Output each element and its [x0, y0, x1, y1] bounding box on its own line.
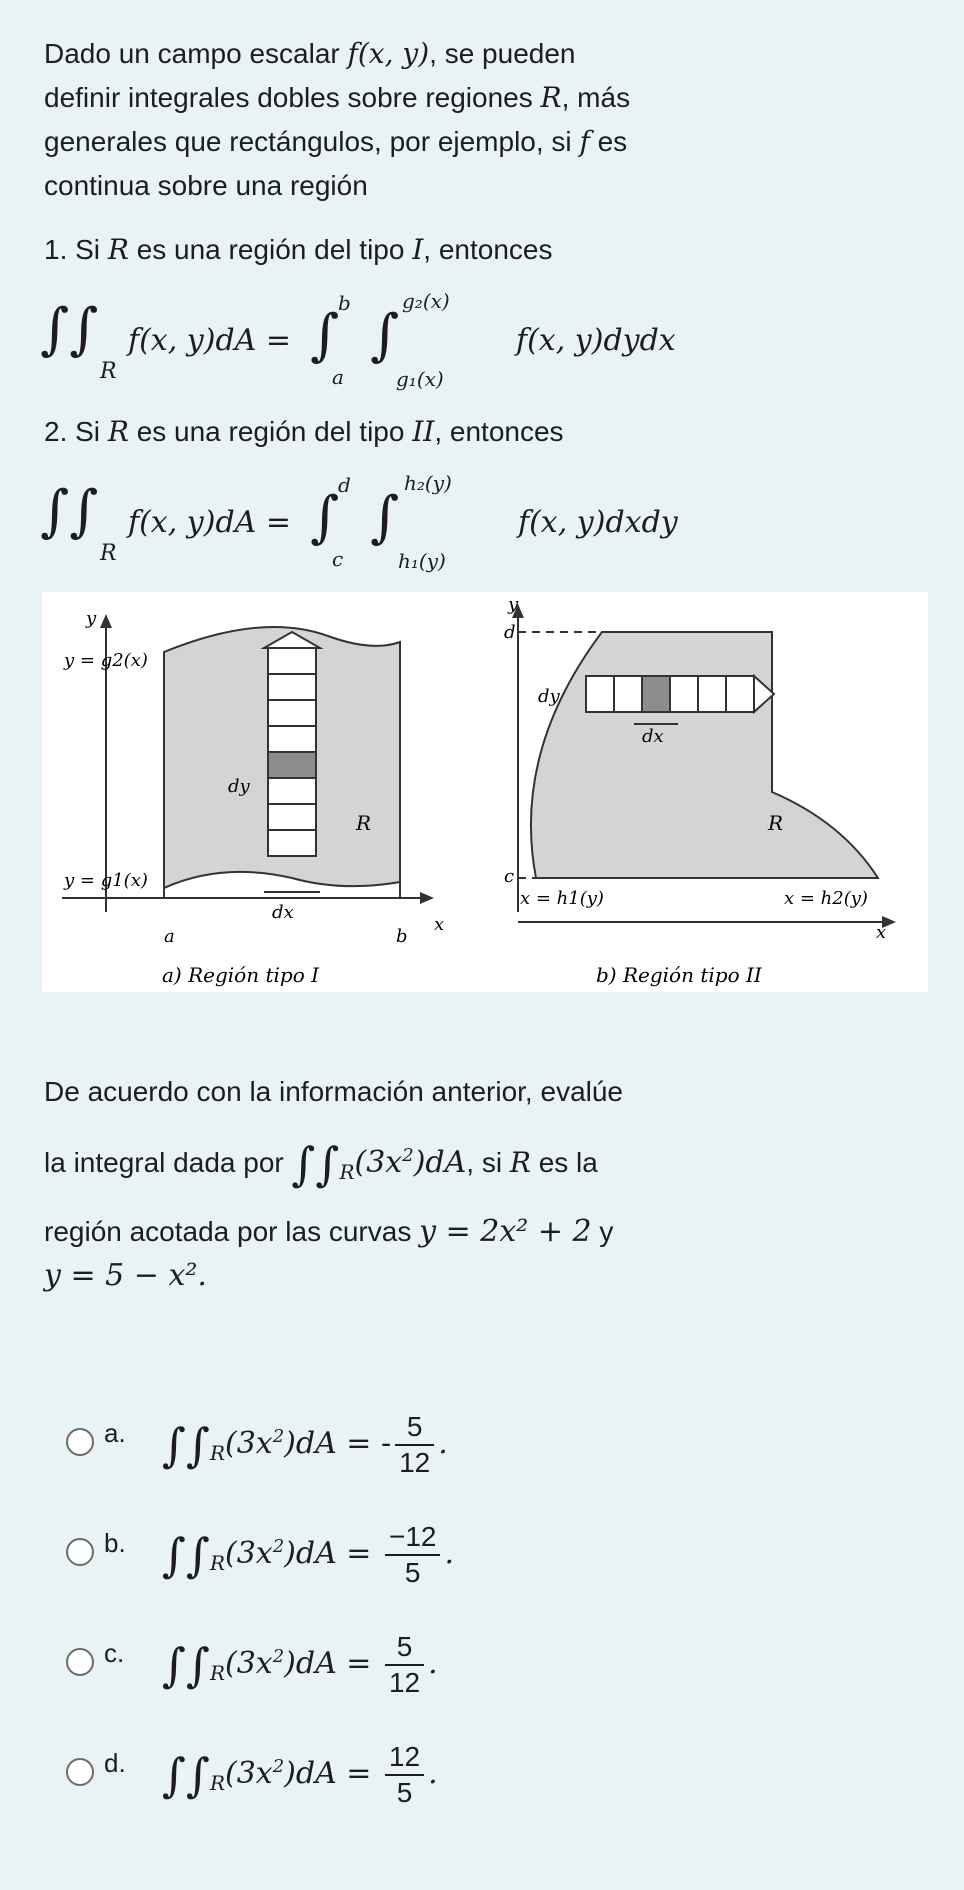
svg-text:g₂(x): g₂(x) — [402, 289, 450, 313]
case2-formula — [40, 462, 760, 590]
right-h2-label: x = h2(y) — [784, 888, 868, 909]
left-dx-label: dx — [272, 902, 294, 923]
option-c[interactable] — [66, 1631, 766, 1728]
svg-text:a: a — [332, 365, 344, 389]
left-a-label: a — [164, 926, 175, 947]
question-line-3: región acotada por las curvas y = 2x² + 2 y — [44, 1214, 614, 1249]
region-type-1-diagram — [62, 608, 444, 987]
option-d-letter: d. — [104, 1748, 126, 1778]
svg-text:f(x, y)dA =: f(x, y)dA = — [128, 505, 291, 540]
option-c-letter: c. — [104, 1638, 125, 1668]
intro-line-2: definir integrales dobles sobre regiones R, más — [44, 81, 631, 114]
question-line-2: la integral dada por $\int\int_R(3x^2)dA$, si R es la — [44, 1137, 598, 1191]
left-R-label: R — [356, 811, 372, 835]
region-figure-svg — [42, 592, 928, 992]
intro-line-3: generales que rectángulos, por ejemplo, si f es — [44, 125, 628, 158]
svg-text:∫∫: ∫∫ — [40, 479, 99, 544]
svg-text:R: R — [100, 359, 117, 384]
svg-text:∫: ∫ — [370, 485, 400, 550]
option-a-letter: a. — [104, 1418, 126, 1448]
option-a-radio[interactable] — [66, 1428, 94, 1456]
svg-text:∫: ∫ — [310, 303, 340, 368]
case1-formula-svg — [40, 280, 760, 400]
svg-text:∫∫: ∫∫ — [40, 297, 99, 362]
option-a[interactable] — [66, 1411, 766, 1508]
right-caption: b) Región tipo II — [596, 963, 762, 987]
case2-formula-svg — [40, 462, 760, 582]
region-type-2-diagram — [504, 594, 896, 987]
right-y-label: y — [508, 594, 519, 615]
option-d-expression: $\int\int_R(3x^2)dA$ = $\frac{12}{5}$ . — [162, 1741, 438, 1808]
case1-formula — [40, 280, 760, 408]
left-g2-label: y = g2(x) — [64, 650, 148, 671]
option-d[interactable] — [66, 1741, 766, 1838]
svg-text:h₁(y): h₁(y) — [398, 549, 446, 573]
svg-text:∫: ∫ — [370, 303, 400, 368]
option-c-radio[interactable] — [66, 1648, 94, 1676]
svg-text:b: b — [338, 291, 351, 315]
svg-text:R: R — [100, 541, 117, 566]
right-c-label: c — [504, 866, 515, 887]
right-x-label: x — [876, 922, 887, 943]
option-c-expression: $\int\int_R(3x^2)dA$ = $\frac{5}{12}$ . — [162, 1631, 438, 1698]
svg-text:∫: ∫ — [310, 485, 340, 550]
intro-line-1: Dado un campo escalar f(x, y), se pueden — [44, 37, 576, 70]
case1-statement: 1. Si R es una región del tipo I, entonces — [44, 233, 553, 266]
left-dy-label: dy — [228, 776, 250, 797]
question-line-1: De acuerdo con la información anterior, evalúe — [44, 1076, 624, 1107]
region-figure — [42, 592, 928, 992]
case2-statement: 2. Si R es una región del tipo II, entonces — [44, 415, 564, 448]
left-g1-label: y = g1(x) — [64, 870, 148, 891]
right-R-label: R — [768, 811, 784, 835]
intro-line-4: continua sobre una región — [44, 170, 368, 201]
left-x-label: x — [434, 914, 445, 935]
right-d-label: d — [504, 622, 516, 643]
option-b[interactable] — [66, 1521, 766, 1618]
svg-text:c: c — [332, 547, 344, 571]
option-a-expression: $\int\int_R(3x^2)dA$ = - $\frac{5}{12}$ . — [162, 1411, 448, 1478]
option-b-letter: b. — [104, 1528, 126, 1558]
svg-text:f(x, y)dA =: f(x, y)dA = — [128, 323, 291, 358]
option-b-expression: $\int\int_R(3x^2)dA$ = $\frac{-12}{5}$ . — [162, 1521, 455, 1588]
svg-text:g₁(x): g₁(x) — [396, 367, 444, 391]
option-d-radio[interactable] — [66, 1758, 94, 1786]
question-line-4: y = 5 − x². — [44, 1258, 207, 1293]
option-b-radio[interactable] — [66, 1538, 94, 1566]
right-h1-label: x = h1(y) — [520, 888, 604, 909]
right-dx-label: dx — [642, 726, 664, 747]
svg-text:f(x, y)dydx: f(x, y)dydx — [516, 323, 676, 358]
svg-text:d: d — [338, 473, 351, 497]
left-caption: a) Región tipo I — [162, 963, 319, 987]
left-y-label: y — [86, 608, 97, 629]
svg-text:f(x, y)dxdy: f(x, y)dxdy — [518, 505, 678, 540]
right-dy-label: dy — [538, 686, 560, 707]
svg-text:h₂(y): h₂(y) — [404, 471, 452, 495]
left-b-label: b — [396, 926, 408, 947]
